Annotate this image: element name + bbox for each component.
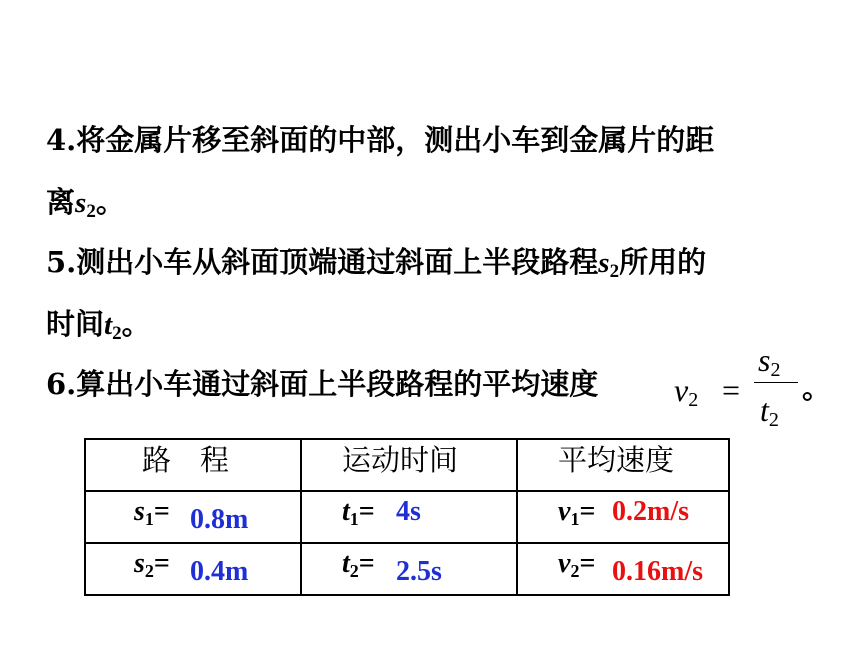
cell-v1: $v_1=$ 0.2m/s (517, 491, 729, 543)
step-4-line-2: 离$s_2$。 (46, 185, 125, 222)
average-speed-formula: $v_2$ = $s_2$ $t_2$ (668, 342, 808, 442)
header-speed: 平均速度 (517, 439, 729, 491)
table-row (85, 491, 729, 543)
formula-period: 。 (802, 371, 832, 405)
header-distance: 路 程 (85, 439, 301, 491)
cell-s2: $s_2=$ 0.4m (85, 543, 301, 595)
header-time: 运动时间 (301, 439, 517, 491)
cell-v2: $v_2=$ 0.16m/s (517, 543, 729, 595)
step-5-line-1: 5.测出小车从斜面顶端通过斜面上半段路程$s_2$所用的 (46, 245, 707, 282)
cell-s1: $s_1=$ 0.8m (85, 491, 301, 543)
cell-t1: $t_1=$ 4s (301, 491, 517, 543)
table-row (85, 543, 729, 595)
measurement-table (84, 438, 730, 596)
step-4-line-1: 4.将金属片移至斜面的中部，测出小车到金属片的距 (46, 123, 715, 157)
step-5-line-2: 时间$t_2$。 (46, 307, 151, 344)
cell-t2: $t_2=$ 2.5s (301, 543, 517, 595)
step-6-line: 6.算出小车通过斜面上半段路程的平均速度 (46, 367, 599, 401)
